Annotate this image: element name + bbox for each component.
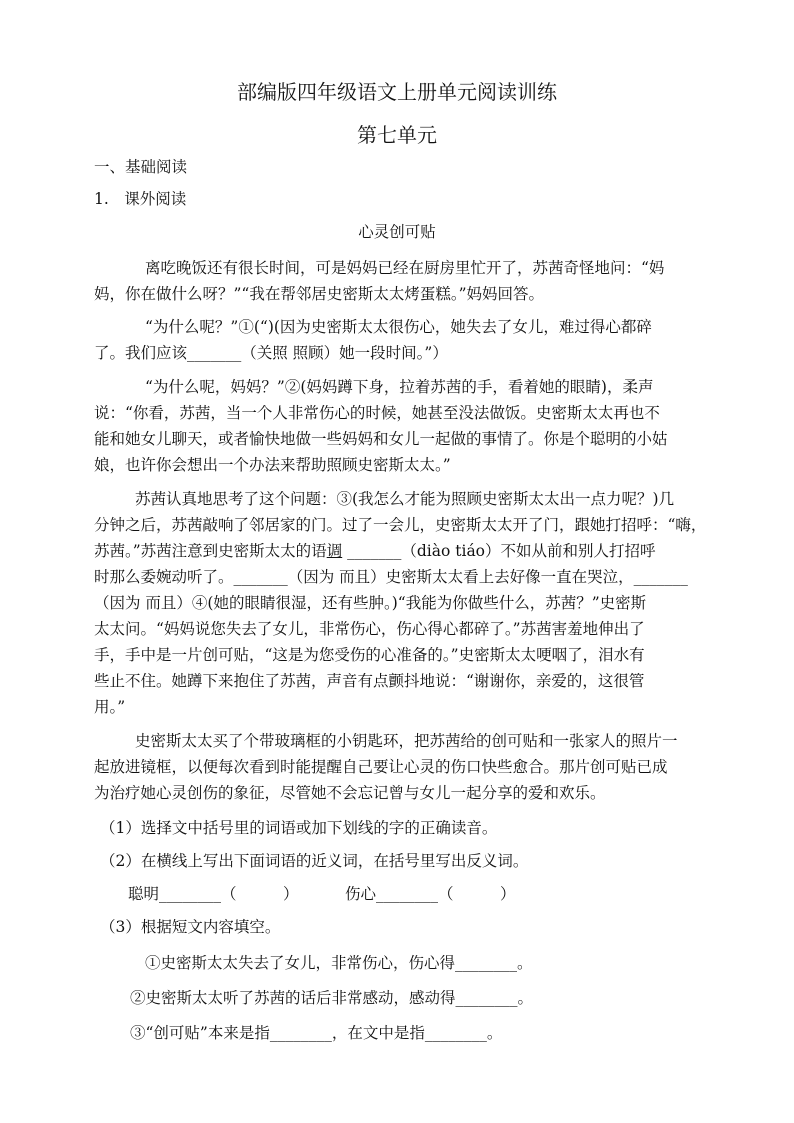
story-line: 用。” xyxy=(94,698,126,716)
section-heading: 一、基础阅读 xyxy=(94,158,188,176)
story-line: 时那么委婉动听了。_______（因为 而且）史密斯太太看上去好像一直在哭泣，_______ xyxy=(94,568,688,586)
story-title: 心灵创可贴 xyxy=(358,223,436,241)
story-line: 些止不住。她蹲下来抱住了苏茜，声音有点颤抖地说：“谢谢你，亲爱的，这很管 xyxy=(94,672,645,690)
story-line: 分钟之后，苏茜敲响了邻居家的门。过了一会儿，史密斯太太开了门，跟她打招呼：“嗨， xyxy=(94,516,707,534)
question-2-blank-b: 伤心________（ ） xyxy=(345,885,516,903)
story-line: 手，手中是一片创可贴，“这是为您受伤的心准备的。”史密斯太太哽咽了，泪水有 xyxy=(94,646,645,664)
question-3: （3）根据短文内容填空。 xyxy=(100,918,281,936)
unit-subtitle: 第七单元 xyxy=(357,123,437,147)
story-line xyxy=(94,541,656,561)
document-title: 部编版四年级语文上册单元阅读训练 xyxy=(237,80,557,104)
question-1: （1）选择文中括号里的词语或加下划线的字的正确读音。 xyxy=(100,819,498,837)
story-line: 说：“你看，苏茜，当一个人非常伤心的时候，她甚至没法做饭。史密斯太太再也不 xyxy=(94,404,660,422)
story-line: 离吃晚饭还有很长时间，可是妈妈已经在厨房里忙开了，苏茜奇怪地问：“妈 xyxy=(145,259,665,277)
story-line: 为治疗她心灵创伤的象征，尽管她不会忘记曾与女儿一起分享的爱和欢乐。 xyxy=(94,784,606,802)
question-2-blank-a: 聪明________（ ） xyxy=(128,885,299,903)
question-3-item-3: ③“创可贴”本来是指________，在文中是指________。 xyxy=(130,1024,503,1042)
story-line: 起放进镜框，以便每次看到时能提醒自己要让心灵的伤口快些愈合。那片创可贴已成 xyxy=(94,758,668,776)
story-line: 妈，你在做什么呀？”“我在帮邻居史密斯太太烤蛋糕。”妈妈回答。 xyxy=(94,285,545,303)
question-3-item-2: ②史密斯太太听了苏茜的话后非常感动，感动得________。 xyxy=(130,989,534,1007)
story-text: _______（diào tiáo）不如从前和别人打招呼 xyxy=(342,542,656,560)
story-text: 苏茜。”苏茜注意到史密斯太太的语 xyxy=(94,542,327,560)
story-line: 了。我们应该_______（关照 照顾）她一段时间。”） xyxy=(94,344,448,362)
story-line: “为什么呢，妈妈？”②(妈妈蹲下身，拉着苏茜的手，看着她的眼睛)，柔声 xyxy=(145,378,654,396)
story-line: （因为 而且）④(她的眼睛很湿，还有些肿。)“我能为你做些什么，苏茜？”史密斯 xyxy=(94,594,647,612)
question-2: （2）在横线上写出下面词语的近义词，在括号里写出反义词。 xyxy=(100,852,529,870)
story-line: 史密斯太太买了个带玻璃框的小钥匙环，把苏茜给的创可贴和一张家人的照片一 xyxy=(135,732,678,750)
story-line: 苏茜认真地思考了这个问题：③(我怎么才能为照顾史密斯太太出一点力呢？)几 xyxy=(135,490,675,508)
story-line: 娘，也许你会想出一个办法来帮助照顾史密斯太太。” xyxy=(94,456,451,474)
underlined-char: 调 xyxy=(326,542,343,560)
story-line: 能和她女儿聊天，或者愉快地做一些妈妈和女儿一起做的事情了。你是个聪明的小姑 xyxy=(94,430,668,448)
item-heading: 1. 课外阅读 xyxy=(94,190,187,208)
story-line: 太太问。“妈妈说您失去了女儿，非常伤心，伤心得心都碎了。”苏茜害羞地伸出了 xyxy=(94,620,645,638)
question-3-item-1: ①史密斯太太失去了女儿，非常伤心，伤心得________。 xyxy=(145,954,533,972)
story-line: “为什么呢？”①(“)(因为史密斯太太很伤心，她失去了女儿，难过得心都碎 xyxy=(145,318,652,336)
